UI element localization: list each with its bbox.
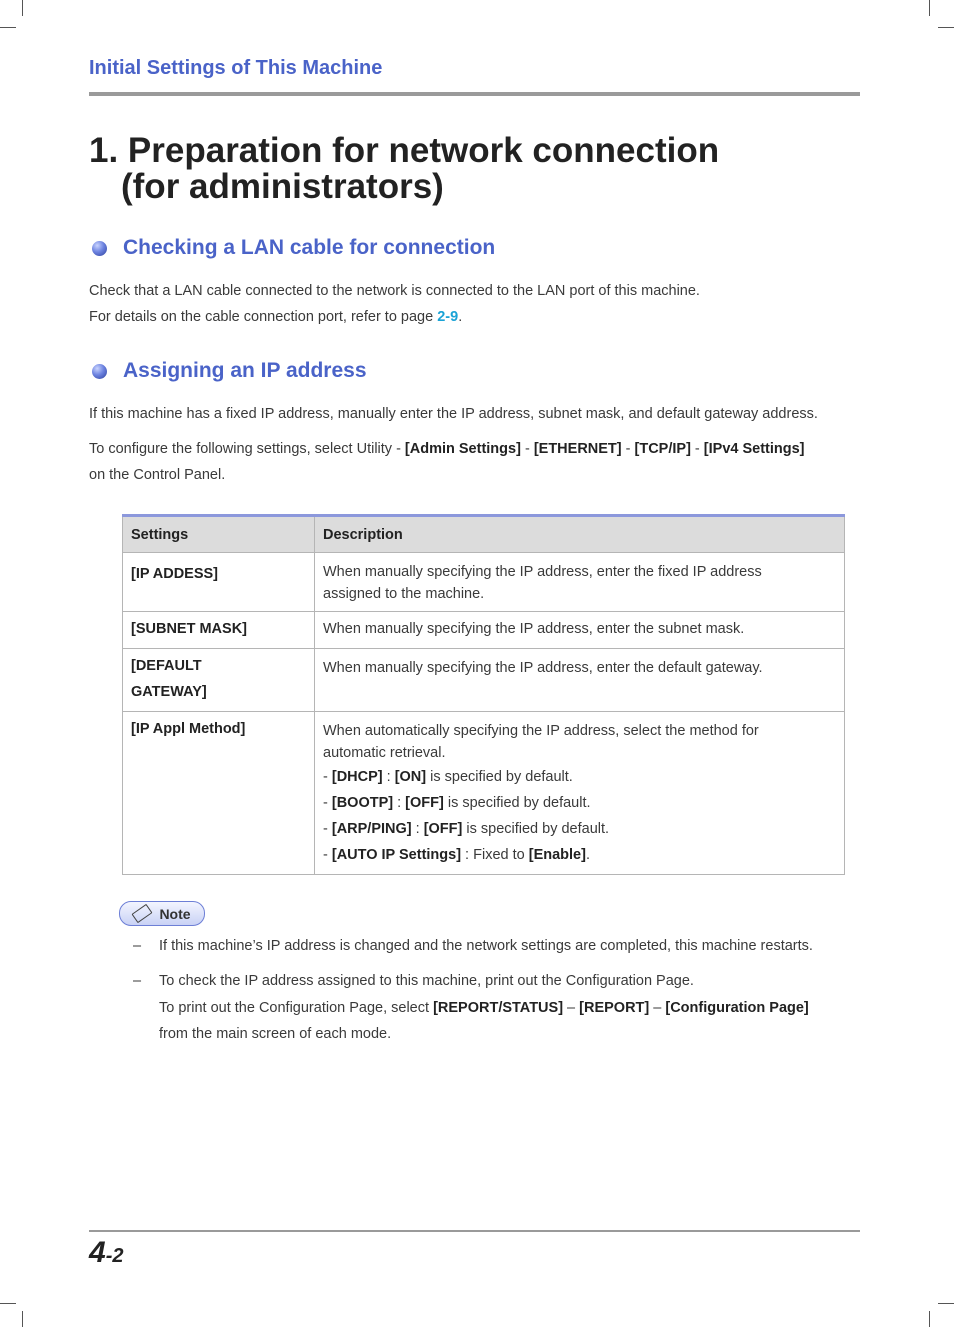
- running-header: Initial Settings of This Machine: [89, 57, 383, 79]
- dash: -: [323, 847, 332, 863]
- paragraph: [89, 278, 700, 330]
- option-text: is specified by default.: [426, 769, 573, 785]
- setting-name: [DEFAULT GATEWAY]: [123, 649, 315, 712]
- sphere-bullet-icon: [92, 241, 107, 256]
- note-line: from the main screen of each mode.: [159, 1026, 392, 1042]
- note-line: To check the IP address assigned to this machine, print out the Configuration Page.: [159, 973, 694, 989]
- paragraph-text: To configure the following settings, select Utility -: [89, 441, 405, 457]
- crop-mark: [0, 27, 16, 28]
- dash: -: [323, 769, 332, 785]
- page-number: [89, 1236, 123, 1270]
- colon: : Fixed to: [461, 847, 529, 863]
- option-line-dhcp: [323, 764, 836, 790]
- setting-description-cell: [315, 712, 845, 875]
- table-row: [123, 712, 845, 875]
- option-value: [ON]: [394, 769, 427, 785]
- setting-description: When manually specifying the IP address, enter the subnet mask.: [315, 612, 845, 649]
- menu-path: [REPORT/STATUS]: [433, 999, 564, 1016]
- setting-description: When manually specifying the IP address, enter the fixed IP address assigned to the machine.: [315, 553, 845, 612]
- table-header-row: [123, 516, 845, 553]
- setting-name: [SUBNET MASK]: [123, 612, 315, 649]
- crop-mark: [0, 1303, 16, 1304]
- option-value: [OFF]: [423, 821, 463, 837]
- section-heading-text: Assigning an IP address: [123, 359, 367, 382]
- note-label: Note: [159, 905, 191, 922]
- section-heading-text: Checking a LAN cable for connection: [123, 236, 496, 259]
- paragraph: [89, 436, 805, 488]
- option-name: [ARP/PING]: [331, 821, 412, 837]
- note-line: To print out the Configuration Page, select: [159, 999, 434, 1016]
- table-row: [123, 553, 845, 612]
- note-text: [159, 968, 809, 1048]
- note-text: If this machine’s IP address is changed and the network settings are completed, this machine restarts.: [159, 938, 813, 954]
- option-line-bootp: [323, 790, 836, 816]
- menu-path: [Configuration Page]: [665, 999, 809, 1016]
- crop-mark: [938, 1303, 954, 1304]
- colon: :: [382, 769, 395, 785]
- setting-description: When manually specifying the IP address, enter the default gateway.: [315, 649, 845, 712]
- dash: -: [323, 821, 332, 837]
- separator: –: [649, 999, 666, 1016]
- dash: –: [133, 938, 142, 954]
- separator: -: [621, 441, 635, 457]
- menu-path: [IPv4 Settings]: [703, 441, 805, 457]
- note-item: [133, 968, 809, 1048]
- paragraph-text: If this machine has a fixed IP address, manually enter the IP address, subnet mask, and default gateway address.: [89, 406, 818, 422]
- setting-name: [IP Appl Method]: [123, 712, 315, 875]
- table-row: [123, 612, 845, 649]
- option-text: .: [585, 847, 590, 863]
- chapter-title-line1: 1. Preparation for network connection: [89, 131, 720, 170]
- option-name: [DHCP]: [331, 769, 383, 785]
- footer-rule: [89, 1230, 860, 1232]
- dash: –: [133, 973, 142, 989]
- menu-path: [REPORT]: [579, 999, 650, 1016]
- option-name: [AUTO IP Settings]: [331, 847, 462, 863]
- paragraph: [89, 401, 818, 427]
- separator: -: [520, 441, 534, 457]
- paragraph-text: .: [458, 309, 463, 325]
- section-heading-lan: [89, 236, 495, 260]
- chapter-title: [89, 133, 719, 205]
- crop-mark: [929, 0, 930, 16]
- settings-table: [122, 514, 845, 875]
- option-line-auto-ip: [323, 842, 836, 868]
- crop-mark: [929, 1311, 930, 1327]
- crop-mark: [22, 1311, 23, 1327]
- setting-name: [IP ADDESS]: [123, 553, 315, 612]
- sphere-bullet-icon: [92, 364, 107, 379]
- option-value: [OFF]: [405, 795, 444, 811]
- paragraph-text: on the Control Panel.: [89, 467, 226, 483]
- chapter-number: 4: [89, 1236, 106, 1269]
- pencil-icon: [132, 904, 153, 923]
- dash: -: [323, 795, 332, 811]
- crop-mark: [22, 0, 23, 16]
- option-text: is specified by default.: [462, 821, 610, 837]
- header-rule: [89, 92, 860, 96]
- option-value: [Enable]: [528, 847, 586, 863]
- separator: -: [690, 441, 704, 457]
- page-link[interactable]: 2-9: [437, 309, 459, 325]
- chapter-title-line2: (for administrators): [121, 167, 444, 206]
- menu-path: [ETHERNET]: [533, 441, 622, 457]
- option-name: [BOOTP]: [331, 795, 394, 811]
- option-line-arp: [323, 816, 836, 842]
- setting-description: When automatically specifying the IP address, select the method for automatic retrieval.: [323, 723, 759, 761]
- paragraph-text: For details on the cable connection port, refer to page: [89, 309, 438, 325]
- colon: :: [411, 821, 424, 837]
- section-heading-ip: [89, 359, 367, 383]
- crop-mark: [938, 27, 954, 28]
- separator: –: [563, 999, 580, 1016]
- menu-path: [TCP/IP]: [634, 441, 691, 457]
- menu-path: [Admin Settings]: [404, 441, 521, 457]
- option-text: is specified by default.: [443, 795, 591, 811]
- table-row: [123, 649, 845, 712]
- table-header: Settings: [123, 516, 315, 553]
- note-badge: [119, 901, 205, 926]
- table-header: Description: [315, 516, 845, 553]
- colon: :: [393, 795, 406, 811]
- page-suffix: -2: [105, 1245, 124, 1267]
- note-item: [133, 933, 813, 960]
- paragraph-text: Check that a LAN cable connected to the network is connected to the LAN port of this machine.: [89, 283, 700, 299]
